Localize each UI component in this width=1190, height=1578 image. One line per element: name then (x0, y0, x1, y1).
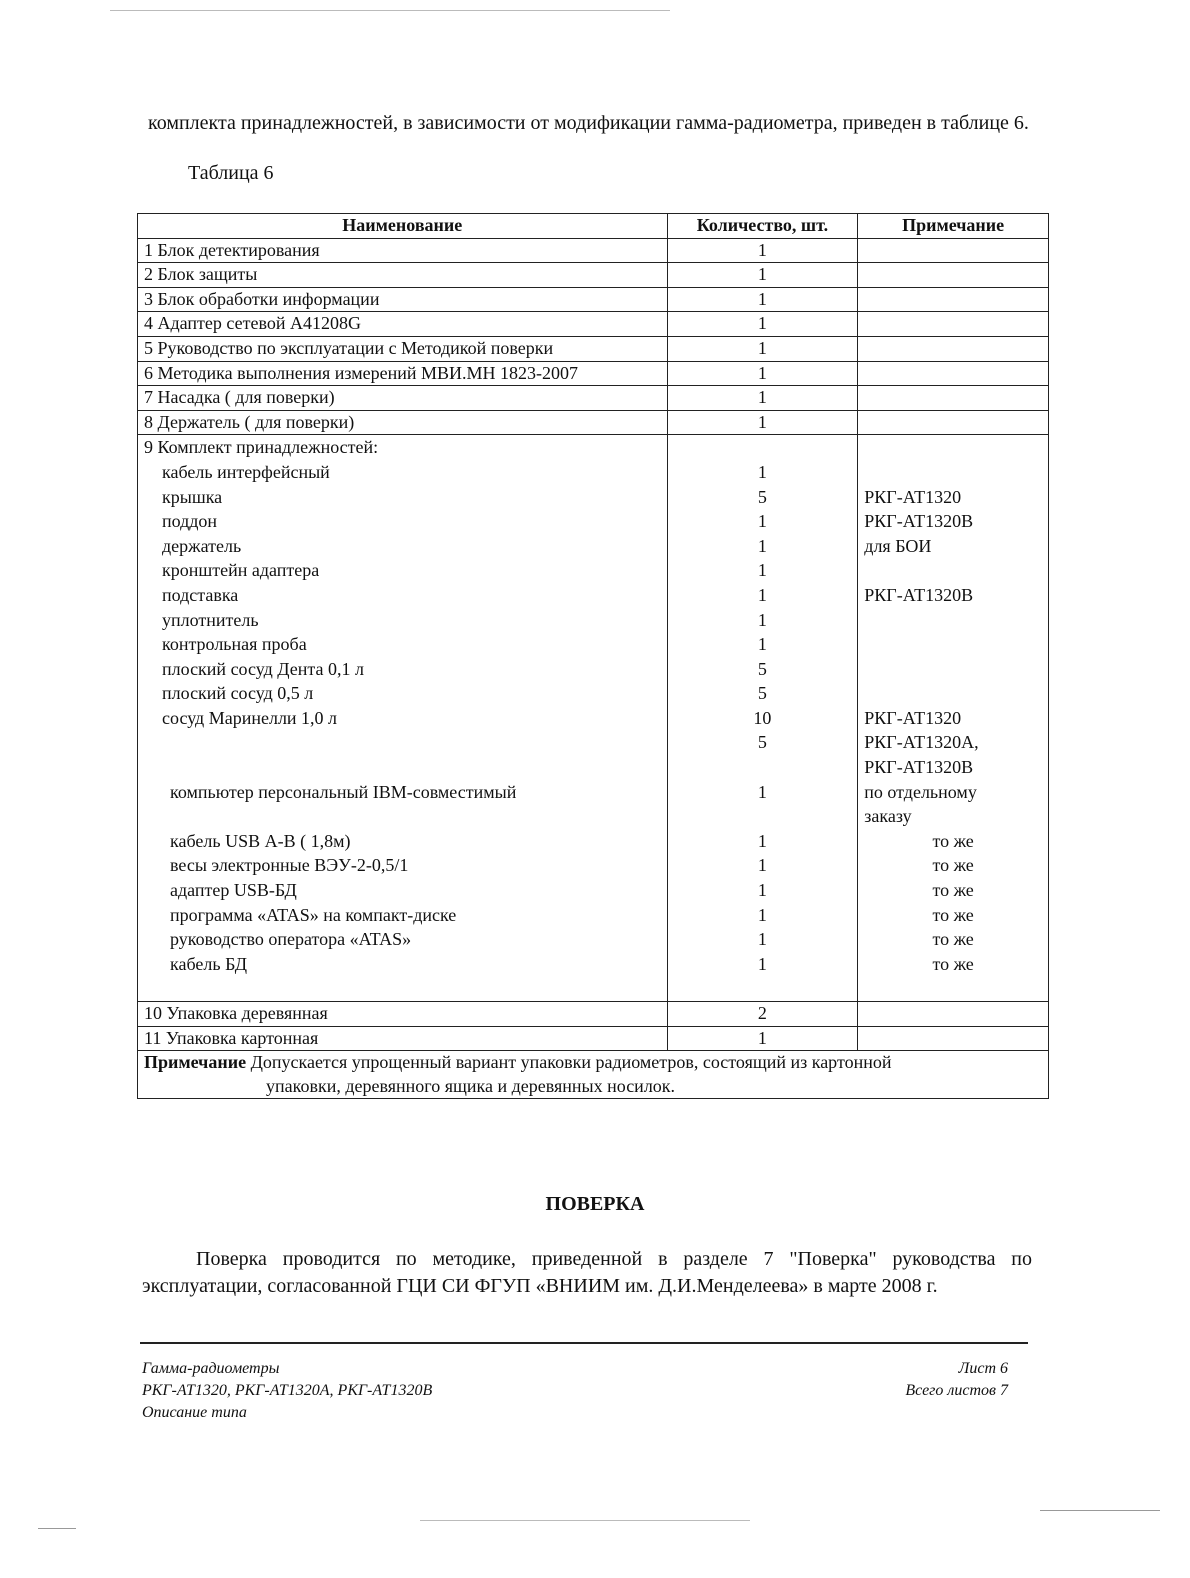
group-item-qty: 1 (757, 953, 767, 974)
row-qty: 1 (667, 312, 858, 337)
scan-artifact-bottom-right (1040, 1510, 1160, 1511)
group-item-name: держатель (162, 535, 242, 556)
group-item-note: РКГ-АТ1320В (864, 757, 974, 778)
group-item-qty: 1 (757, 609, 767, 630)
group-item-name: подставка (162, 584, 239, 605)
equipment-table (137, 213, 1049, 1099)
table-header-row (138, 214, 1049, 239)
group-item-name (144, 730, 661, 755)
group-item-note: РКГ-АТ1320 (864, 486, 962, 507)
group-item-qty: 1 (757, 855, 767, 876)
table-row (138, 1026, 1049, 1051)
group-item-name: программа «ATAS» на компакт-диске (170, 904, 457, 925)
footer-product: Гамма-радиометры (142, 1360, 280, 1377)
footer-models: РКГ-АТ1320, РКГ-АТ1320А, РКГ-АТ1320В (142, 1382, 433, 1399)
row-name: 4 Адаптер сетевой А41208G (138, 312, 668, 337)
group-item-note (864, 632, 1042, 657)
row-name: 11 Упаковка картонная (138, 1026, 668, 1051)
intro-paragraph: комплекта принадлежностей, в зависимости от модификации гамма-радиометра, приведен в таблице 6. (148, 112, 1029, 134)
group-item-note: то же (932, 953, 974, 974)
row-name: 7 Насадка ( для поверки) (138, 386, 668, 411)
group-item-name (144, 804, 661, 829)
header-qty: Количество, шт. (667, 214, 858, 239)
row-qty: 1 (667, 336, 858, 361)
group-item-note: то же (932, 830, 974, 851)
group-item-name: компьютер персональный IBM-совместимый (170, 781, 517, 802)
group-item-name: весы электронные ВЭУ-2-0,5/1 (170, 855, 409, 876)
group-item-qty: 1 (757, 929, 767, 950)
footer-divider (140, 1342, 1028, 1344)
row-note (858, 238, 1049, 263)
group-item-qty: 5 (757, 486, 767, 507)
scan-artifact-top (110, 10, 670, 11)
row-qty: 1 (667, 1026, 858, 1051)
table-row (138, 1002, 1049, 1027)
group-item-note: РКГ-АТ1320 (864, 707, 962, 728)
section-title: ПОВЕРКА (545, 1193, 645, 1215)
header-note: Примечание (858, 214, 1049, 239)
row-name: 3 Блок обработки информации (138, 287, 668, 312)
group-item-note: РКГ-АТ1320А, (864, 732, 979, 753)
group-item-qty (674, 755, 852, 780)
group-item-name: кронштейн адаптера (162, 560, 320, 581)
scan-artifact-bottom-left (38, 1528, 76, 1529)
group-item-qty: 1 (757, 781, 767, 802)
group-item-name: руководство оператора «ATAS» (170, 929, 412, 950)
group-item-qty: 1 (757, 535, 767, 556)
group-item-note (864, 681, 1042, 706)
group-item-note (864, 608, 1042, 633)
group-item-note: то же (932, 880, 974, 901)
table-row (138, 238, 1049, 263)
row-name: 6 Методика выполнения измерений МВИ.МН 1823-2007 (138, 361, 668, 386)
group-item-qty (674, 804, 852, 829)
row-note (858, 287, 1049, 312)
group-item-name: кабель БД (170, 953, 247, 974)
group-item-note (864, 460, 1042, 485)
footnote-text-cont: упаковки, деревянного ящика и деревянных носилок. (266, 1075, 676, 1096)
row-qty: 1 (667, 238, 858, 263)
group-item-name (144, 755, 661, 780)
row-note (858, 312, 1049, 337)
row-name: 10 Упаковка деревянная (138, 1002, 668, 1027)
row-note (858, 361, 1049, 386)
row-note (858, 1002, 1049, 1027)
group-item-name: уплотнитель (162, 609, 259, 630)
group-item-name: сосуд Маринелли 1,0 л (162, 707, 338, 728)
header-name: Наименование (138, 214, 668, 239)
table-caption: Таблица 6 (188, 162, 274, 184)
row-note (858, 336, 1049, 361)
table-row (138, 410, 1049, 435)
table-row (138, 287, 1049, 312)
group-item-qty: 5 (757, 658, 767, 679)
footer-doc-type: Описание типа (142, 1404, 247, 1421)
table-footnote-row (138, 1051, 1049, 1099)
row-name: 8 Держатель ( для поверки) (138, 410, 668, 435)
group-item-name: поддон (162, 511, 218, 532)
group-item-qty: 5 (757, 683, 767, 704)
group-item-qty: 1 (757, 830, 767, 851)
row-name: 1 Блок детектирования (138, 238, 668, 263)
group-item-note: РКГ-АТ1320В (864, 584, 974, 605)
row-qty: 1 (667, 287, 858, 312)
footer-total-sheets: Всего листов 7 (905, 1382, 1008, 1399)
footnote-text: Допускается упрощенный вариант упаковки радиометров, состоящий из картонной (246, 1052, 892, 1073)
group-item-note: РКГ-АТ1320В (864, 511, 974, 532)
group-item-qty: 1 (757, 634, 767, 655)
table-group-accessories (138, 435, 1049, 1002)
group-item-note: то же (932, 904, 974, 925)
section-paragraph: Поверка проводится по методике, приведенной в разделе 7 "Поверка" руководства по эксплуатации, согласованной ГЦИ СИ ФГУП «ВНИИМ им. Д.И.Менделеева» в марте 2008 г. (142, 1248, 1032, 1297)
group-item-name: плоский сосуд 0,5 л (162, 683, 314, 704)
group-item-note: по отдельному (864, 781, 977, 802)
group-item-qty: 1 (757, 904, 767, 925)
group-item-qty: 1 (757, 880, 767, 901)
group-item-note: для БОИ (864, 535, 932, 556)
group-item-note (864, 657, 1042, 682)
table-row (138, 386, 1049, 411)
table-row (138, 361, 1049, 386)
group-item-name: кабель интерфейсный (162, 461, 330, 482)
group-item-qty: 1 (757, 461, 767, 482)
row-qty: 1 (667, 361, 858, 386)
row-note (858, 410, 1049, 435)
table-row (138, 336, 1049, 361)
group-item-name: контрольная проба (162, 634, 307, 655)
group-item-qty: 5 (757, 732, 767, 753)
group-item-name: крышка (162, 486, 223, 507)
group-item-qty: 1 (757, 560, 767, 581)
row-note (858, 386, 1049, 411)
group-item-note (864, 558, 1042, 583)
row-name: 5 Руководство по эксплуатации с Методикой поверки (138, 336, 668, 361)
scan-artifact-bottom (420, 1520, 750, 1521)
group-item-name: плоский сосуд Дента 0,1 л (162, 658, 364, 679)
group-item-qty: 1 (757, 511, 767, 532)
footer-sheet: Лист 6 (958, 1360, 1008, 1377)
table-row (138, 263, 1049, 288)
table-row (138, 312, 1049, 337)
row-note (858, 1026, 1049, 1051)
group-item-note: то же (932, 929, 974, 950)
row-note (858, 263, 1049, 288)
group-item-name: кабель USB А-В ( 1,8м) (170, 830, 351, 851)
group-item-qty: 1 (757, 584, 767, 605)
footnote-label: Примечание (144, 1052, 247, 1073)
group-item-note: то же (932, 855, 974, 876)
row-qty: 1 (667, 263, 858, 288)
footer-left (142, 1358, 432, 1424)
footer-right (905, 1358, 1008, 1402)
group-item-name: адаптер USB-БД (170, 880, 297, 901)
row-qty: 1 (667, 410, 858, 435)
group-title: 9 Комплект принадлежностей: (144, 437, 379, 458)
row-qty: 1 (667, 386, 858, 411)
group-item-qty: 10 (753, 707, 772, 728)
group-item-note: заказу (864, 806, 912, 827)
row-qty: 2 (667, 1002, 858, 1027)
row-name: 2 Блок защиты (138, 263, 668, 288)
